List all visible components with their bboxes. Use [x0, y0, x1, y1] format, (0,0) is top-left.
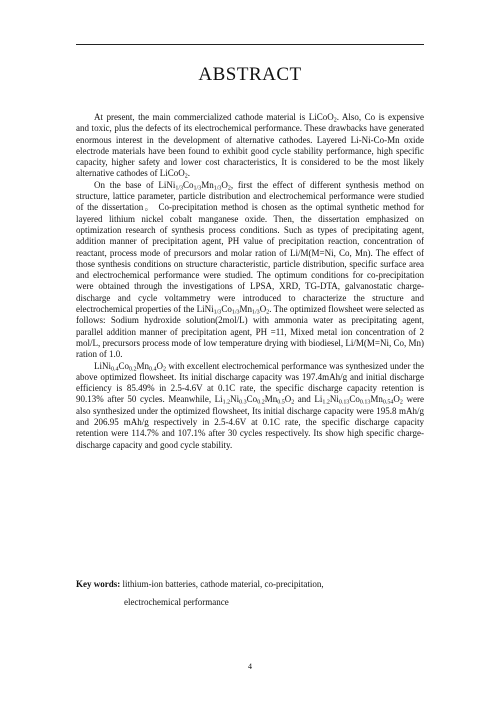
- abstract-title: ABSTRACT: [198, 64, 302, 85]
- header-rule: [76, 44, 424, 45]
- keywords: [76, 579, 424, 590]
- keywords-line-2: electrochemical performance: [124, 597, 229, 607]
- paragraph-1: At present, the main commercialized cathode material is LiCoO$_2$. Also, Co is expensive and toxic, plus the defects of its electrochemical performance. These drawbacks have generated enormous interest in the development of alternative cathodes. Layered Li-Ni-Co-Mn oxide electrode materials have been found to exhibit good cycle stability performance, high specific capacity, higher safety and lower cost characteristics, It is considered to be the most likely alternative cathodes of LiCoO$_2$.: [76, 112, 425, 180]
- keywords-label: Key words:: [76, 579, 121, 589]
- keywords-line-1: lithium-ion batteries, cathode material, co-precipitation,: [120, 579, 324, 589]
- abstract-body: [76, 112, 424, 451]
- paragraph-2: On the base of $LiNi_{1/3}Co_{1/3}Mn_{1/3}O_2$, first the effect of different synthesis method on structure, lattice parameter, particle distribution and electrochemical performance were studied of the dissertation。 Co-precipitation method is chosen as the optimal synthetic method for layered lithium nickel cobalt manganese oxide. Then, the dissertation emphasized on optimization research of synthesis process conditions. Such as types of precipitating agent, addition manner of precipitation agent, PH value of precipitation reaction, concentration of reactant, process mode of precursors and molar ration of Li/M(M=Ni, Co, Mn). The effect of those synthesis conditions on structure characteristic, particle distribution, specific surface area and electrochemical performance were studied. The optimum conditions for co-precipitation were obtained through the investigations of LPSA, XRD, TG-DTA, galvanostatic charge-discharge and cycle voltammetry were introduced to characterize the structure and electrochemical properties of the $LiNi_{1/3}Co_{1/3}Mn_{1/3}O_2$. The optimized flowsheet were selected as follows: Sodium hydroxide solution(2mol/L) with ammonia water as precipitating agent, parallel addition manner of precipitation agent, PH =11, Mixed metal ion concentration of 2 mol/L, precursors process mode of low temperature drying with biodiesel, Li/M(M=Ni, Co, Mn) ration of 1.0.: [76, 179, 425, 360]
- page-number: 4: [248, 662, 252, 671]
- paragraph-3: $LiNi_{0.4}Co_{0.2}Mn_{0.4}O_2$ with excellent electrochemical performance was synthesized under the above optimized flowsheet. Its initial discharge capacity was 197.4mAh/g and initial discharge efficiency is 85.49% in 2.5-4.6V at 0.1C rate, the specific discharge capacity retention is 90.13% after 50 cycles. Meanwhile, $Li_{1.2}Ni_{0.3}Co_{0.2}Mn_{0.5}O_2$ and $Li_{1.2}Ni_{0.13}Co_{0.13}Mn_{0.54}O_2$ were also synthesized under the optimized flowsheet, Its initial discharge capacity were 195.8 mAh/g and 206.95 mAh/g respectively in 2.5-4.6V at 0.1C rate, the specific discharge capacity retention were 114.7% and 107.1% after 30 cycles respectively. Its show high specific charge-discharge capacity and good cycle stability.: [76, 360, 424, 450]
